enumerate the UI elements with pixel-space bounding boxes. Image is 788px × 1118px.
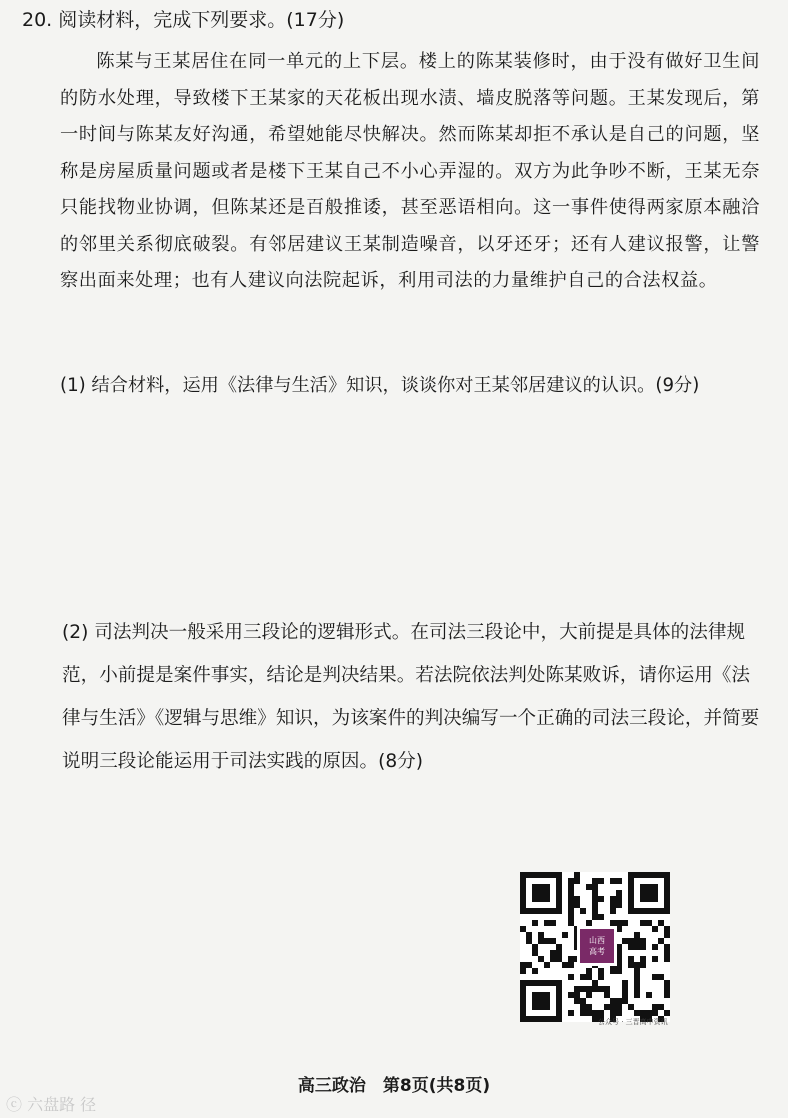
qr-badge bbox=[577, 926, 617, 966]
question-material: 陈某与王某居住在同一单元的上下层。楼上的陈某装修时，由于没有做好卫生间的防水处理，导致楼下王某家的天花板出现水渍、墙皮脱落等问题。王某发现后，第一时间与陈某友好沟通，希望她能尽快解决。然而陈某却拒不承认是自己的问题，坚称是房屋质量问题或者是楼下王某自己不小心弄湿的。双方为此争吵不断，王某无奈只能找物业协调，但陈某还是百般推诿，甚至恶语相向。这一事件使得两家原本融洽的邻里关系彻底破裂。有邻居建议王某制造噪音，以牙还牙；还有人建议报警，让警察出面来处理；也有人建议向法院起诉，利用司法的力量维护自己的合法权益。 bbox=[60, 51, 760, 291]
qr-badge-line1: 山西 bbox=[589, 936, 605, 945]
question-heading: 20. 阅读材料，完成下列要求。(17分) bbox=[22, 9, 345, 31]
sub-question-1: (1) 结合材料，运用《法律与生活》知识，谈谈你对王某邻居建议的认识。(9分) bbox=[60, 375, 700, 396]
page-footer: 高三政治 第8页(共8页) bbox=[297, 1076, 491, 1096]
qr-code bbox=[520, 872, 670, 1022]
watermark: ⓒ 六盘路 径 bbox=[6, 1095, 97, 1114]
qr-badge-line2: 高考 bbox=[589, 947, 605, 956]
qr-caption: 公众号 · 三晋高中资讯 bbox=[598, 1018, 668, 1026]
sub-question-2: (2) 司法判决一般采用三段论的逻辑形式。在司法三段论中，大前提是具体的法律规范，小前提是案件事实，结论是判决结果。若法院依法判处陈某败诉，请你运用《法律与生活》《逻辑与思维》知识，为该案件的判决编写一个正确的司法三段论，并简要说明三段论能运用于司法实践的原因。(8分) bbox=[62, 622, 760, 772]
